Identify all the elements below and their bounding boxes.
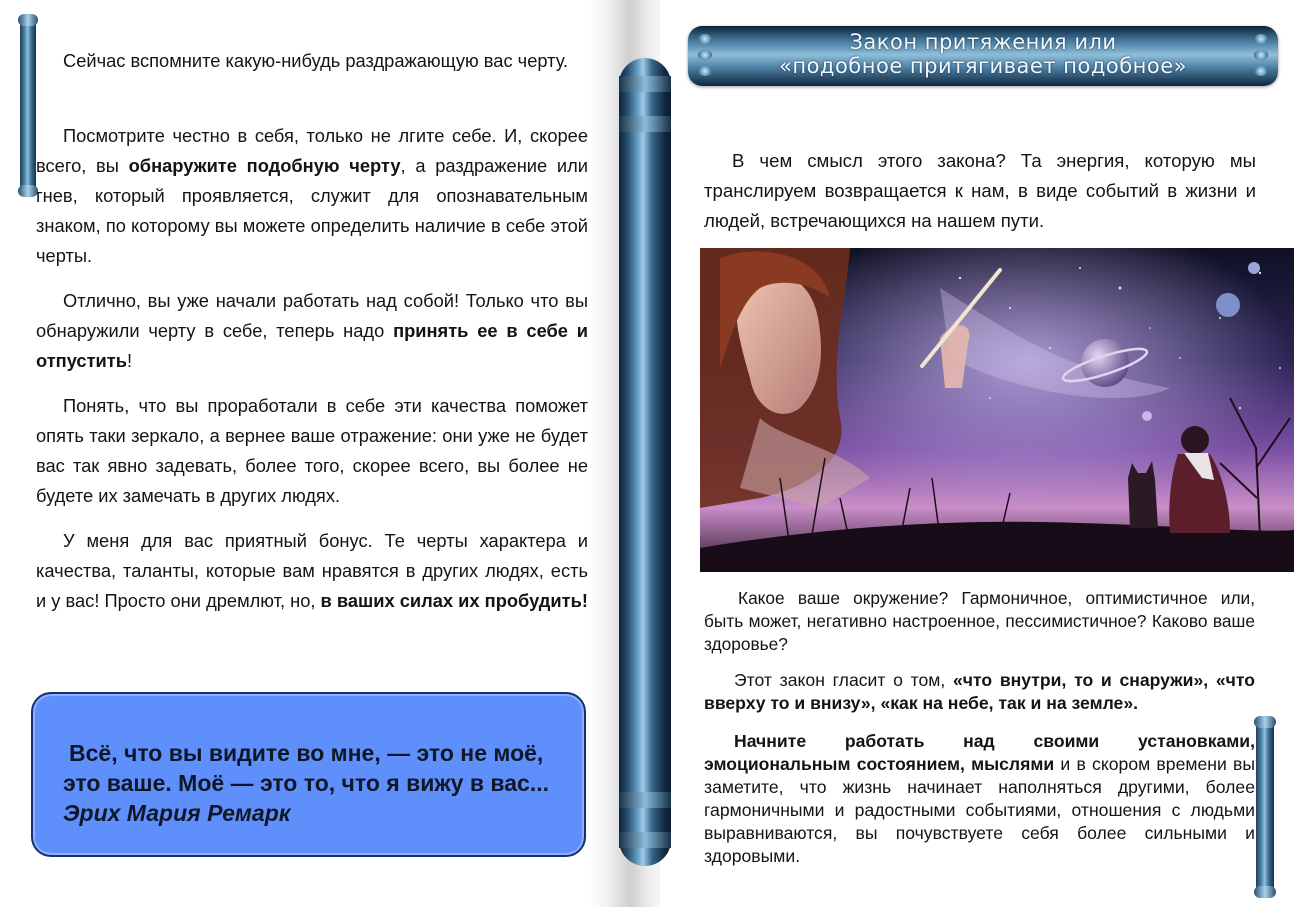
quote-box: [31, 692, 586, 857]
left-paragraph-2-bold: обнаружите подобную черту: [128, 155, 401, 176]
quote-text: [63, 738, 573, 828]
right-paragraph-1: В чем смысл этого закона? Та энергия, которую мы транслируем возвращается к нам, в виде событий в жизни и людей, встречающихся на нашем пути.: [704, 150, 1256, 231]
left-paragraph-2: Посмотрите честно в себя, только не лгите себе. И, скорее всего, вы обнаружите подобную черту, а раздражение или гнев, который проявляется, служит для опознавательным знаком, по которому вы можете определить наличие в себе этой черты.: [36, 125, 588, 266]
quote-author: Эрих Мария Ремарк: [63, 800, 291, 826]
left-paragraph-5-bold: в ваших силах их пробудить!: [320, 590, 588, 611]
left-paragraph-4: Понять, что вы проработали в себе эти качества поможет опять таки зеркало, а вернее ваше отражение: они уже не будет вас так явно задевать, более того, скорее всего, вы более не будете их замечать в других людях.: [36, 395, 588, 506]
cosmic-illustration-graphic: [700, 248, 1294, 572]
right-decorative-rod: [1256, 716, 1274, 898]
right-paragraph-4-bold: Начните работать над своими установками, эмоциональным состоянием, мыслями: [704, 731, 1255, 774]
right-paragraph-4: Начните работать над своими установками, эмоциональным состоянием, мыслями и в скором времени вы заметите, что жизнь начинает наполняться другими, более гармоничными и радостными событиями, отношения с людьми выравниваются, вы почувствуете себя более сильными и здоровыми.: [704, 731, 1255, 866]
chapter-title-line-1: Закон притяжения или: [849, 30, 1117, 54]
quote-line-2: это ваше. Моё — это то, что я вижу в вас...: [63, 770, 549, 796]
left-paragraph-1: Сейчас вспомните какую-нибудь раздражающую вас черту.: [63, 50, 569, 71]
right-paragraph-2: Какое ваше окружение? Гармоничное, оптимистичное или, быть может, негативно настроенное, пессимистичное? Каково ваше здоровье?: [704, 588, 1255, 654]
left-paragraph-5: У меня для вас приятный бонус. Те черты характера и качества, таланты, которые вам нравятся в других людях, есть и у вас! Просто они дремлют, но, в ваших силах их пробудить!: [36, 530, 588, 611]
left-paragraph-3: Отлично, вы уже начали работать над собой! Только что вы обнаружили черту в себе, теперь надо принять ее в себе и отпустить!: [36, 290, 588, 371]
cosmic-illustration: [700, 248, 1294, 572]
right-paragraph-3: Этот закон гласит о том, «что внутри, то и снаружи», «что вверху то и внизу», «как на небе, так и на земле».: [704, 670, 1255, 713]
chapter-title-banner: [688, 26, 1278, 86]
left-paragraph-3-bold: принять ее в себе и отпустить: [36, 320, 588, 371]
chapter-title-line-2: «подобное притягивает подобное»: [779, 54, 1187, 78]
right-paragraph-3-bold: «что внутри, то и снаружи», «что вверху то и внизу», «как на небе, так и на земле».: [704, 670, 1255, 713]
left-decorative-rod: [20, 14, 36, 197]
chapter-title: [688, 30, 1278, 78]
center-decorative-rod: [619, 58, 671, 866]
quote-line-1: Всё, что вы видите во мне, — это не моё,: [69, 740, 544, 766]
